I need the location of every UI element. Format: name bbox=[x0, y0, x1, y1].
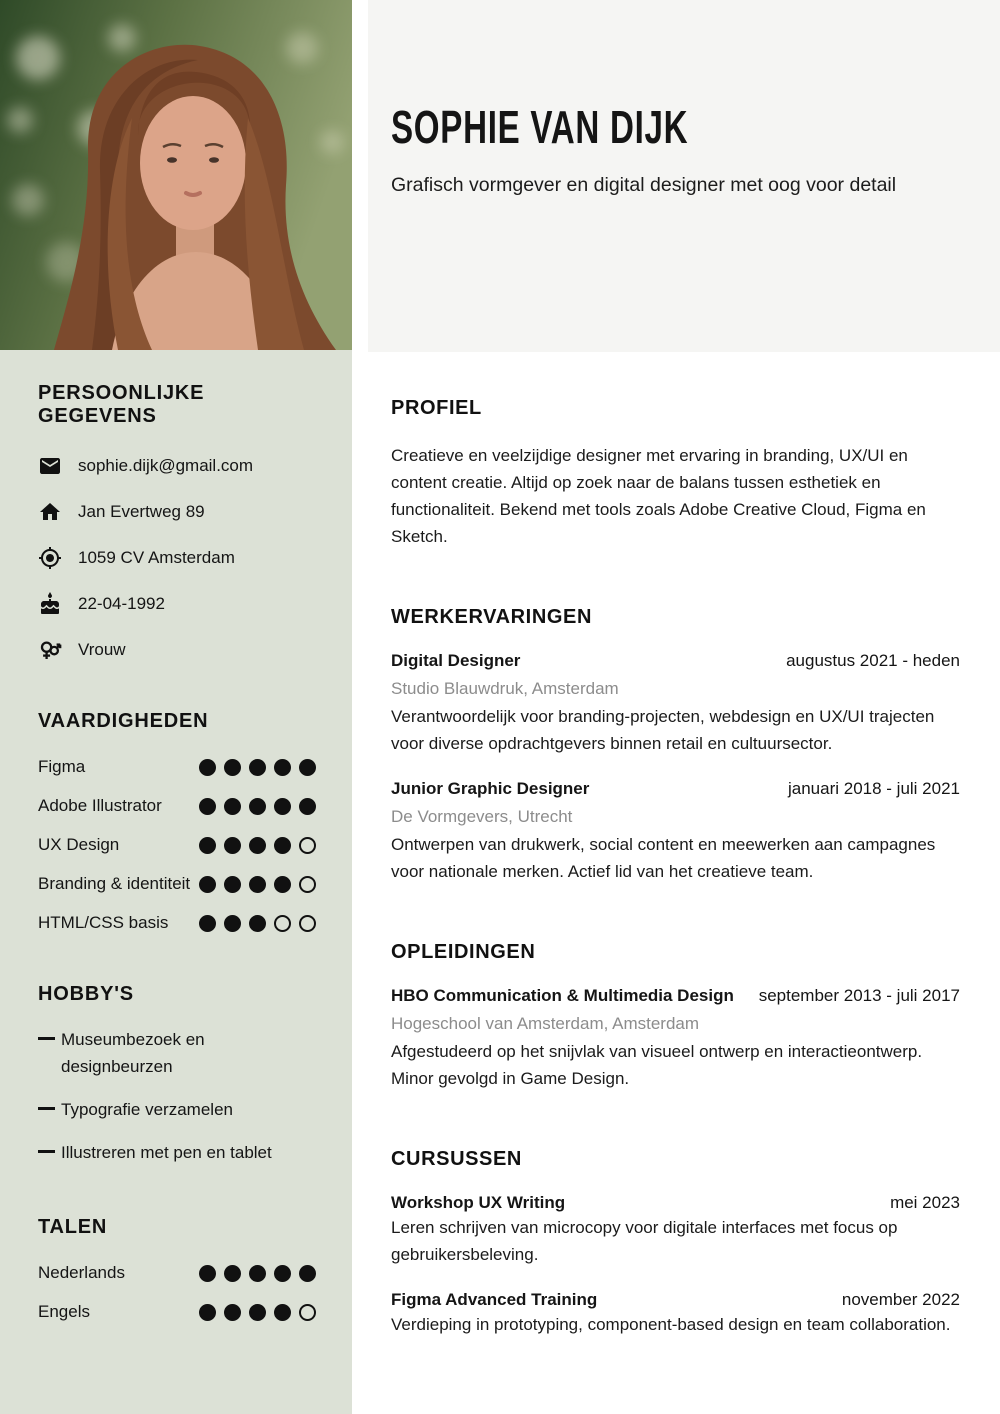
skill-label: Figma bbox=[38, 757, 86, 776]
section-skills bbox=[38, 710, 316, 935]
main-column bbox=[368, 0, 1000, 1414]
email-icon bbox=[38, 454, 62, 478]
contact-birthdate bbox=[38, 592, 316, 616]
rating-dot-filled bbox=[249, 1265, 266, 1282]
section-experience bbox=[391, 606, 960, 885]
skill-rating bbox=[199, 915, 316, 932]
rating-dot-filled bbox=[274, 1265, 291, 1282]
rating-dot-filled bbox=[274, 1304, 291, 1321]
rating-dot-filled bbox=[224, 798, 241, 815]
hobby-item bbox=[38, 1026, 316, 1080]
rating-dot-filled bbox=[224, 1265, 241, 1282]
gender-icon bbox=[38, 638, 62, 662]
skills-title: VAARDIGHEDEN bbox=[38, 710, 209, 732]
job-organisation: Studio Blauwdruk, Amsterdam bbox=[391, 679, 619, 698]
hobby-text: Museumbezoek en designbeurzen bbox=[61, 1030, 205, 1076]
education-entry bbox=[391, 986, 960, 1092]
main-body bbox=[368, 352, 1000, 1338]
address-text: Jan Evertweg 89 bbox=[78, 502, 205, 521]
section-languages bbox=[38, 1216, 316, 1324]
job-role: Digital Designer bbox=[391, 651, 521, 670]
rating-dot-filled bbox=[249, 759, 266, 776]
job-role: Junior Graphic Designer bbox=[391, 779, 590, 798]
name-text: SOPHIE VAN DIJK bbox=[391, 101, 689, 153]
skill-row bbox=[38, 911, 316, 935]
course-period: november 2022 bbox=[841, 1290, 960, 1309]
languages-title: TALEN bbox=[38, 1216, 108, 1238]
education-degree: HBO Communication & Multimedia Design bbox=[391, 986, 734, 1005]
rating-dot-filled bbox=[249, 1304, 266, 1321]
skill-rating bbox=[199, 759, 316, 776]
hobbies-title: HOBBY'S bbox=[38, 983, 134, 1005]
hobby-item bbox=[38, 1096, 316, 1123]
skill-label: Adobe Illustrator bbox=[38, 796, 162, 815]
rating-dot-filled bbox=[224, 759, 241, 776]
skill-rating bbox=[199, 837, 316, 854]
skill-rating bbox=[199, 798, 316, 815]
skill-row bbox=[38, 833, 316, 857]
skill-label: UX Design bbox=[38, 835, 120, 854]
page-title bbox=[391, 100, 960, 154]
header-banner bbox=[368, 0, 1000, 352]
section-hobbies bbox=[38, 983, 316, 1166]
rating-dot-filled bbox=[299, 1265, 316, 1282]
course-entry bbox=[391, 1290, 960, 1338]
dash-bullet-icon bbox=[38, 1150, 55, 1153]
profile-text: Creatieve en veelzijdige designer met ervaring in branding, UX/UI en content creatie. Altijd op zoek naar de balans tussen esthetiek en functionaliteit. Bekend met tools zoals Adobe Creative Cloud, Figma en Sketch. bbox=[391, 446, 926, 546]
rating-dot-filled bbox=[199, 798, 216, 815]
course-name: Workshop UX Writing bbox=[391, 1193, 566, 1212]
rating-dot-empty bbox=[299, 876, 316, 893]
rating-dot-filled bbox=[224, 876, 241, 893]
contact-email bbox=[38, 454, 316, 478]
rating-dot-filled bbox=[299, 759, 316, 776]
rating-dot-empty bbox=[299, 837, 316, 854]
language-label: Engels bbox=[38, 1302, 90, 1321]
contact-city bbox=[38, 546, 316, 570]
personal-title: PERSOONLIJKE GEGEVENS bbox=[38, 382, 205, 427]
profile-title: PROFIEL bbox=[391, 397, 482, 419]
city-text: 1059 CV Amsterdam bbox=[78, 548, 235, 567]
courses-title: CURSUSSEN bbox=[391, 1148, 522, 1170]
dash-bullet-icon bbox=[38, 1037, 55, 1040]
course-name: Figma Advanced Training bbox=[391, 1290, 598, 1309]
rating-dot-filled bbox=[199, 1304, 216, 1321]
job-period: januari 2018 - juli 2021 bbox=[787, 779, 960, 798]
rating-dot-filled bbox=[249, 798, 266, 815]
skill-rating bbox=[199, 876, 316, 893]
rating-dot-filled bbox=[274, 798, 291, 815]
rating-dot-filled bbox=[249, 876, 266, 893]
profile-photo bbox=[0, 0, 352, 350]
rating-dot-filled bbox=[299, 798, 316, 815]
contact-gender bbox=[38, 638, 316, 662]
rating-dot-filled bbox=[249, 837, 266, 854]
section-courses bbox=[391, 1148, 960, 1338]
skill-row bbox=[38, 872, 316, 896]
rating-dot-filled bbox=[199, 759, 216, 776]
skill-row bbox=[38, 794, 316, 818]
sidebar bbox=[0, 0, 352, 1414]
dash-bullet-icon bbox=[38, 1107, 55, 1110]
rating-dot-filled bbox=[274, 837, 291, 854]
education-period: september 2013 - juli 2017 bbox=[758, 986, 960, 1005]
rating-dot-empty bbox=[299, 915, 316, 932]
home-icon bbox=[38, 500, 62, 524]
hobby-text: Illustreren met pen en tablet bbox=[61, 1143, 272, 1162]
rating-dot-filled bbox=[199, 915, 216, 932]
section-personal bbox=[38, 382, 316, 662]
sidebar-body bbox=[0, 350, 352, 1414]
rating-dot-filled bbox=[224, 915, 241, 932]
rating-dot-filled bbox=[199, 837, 216, 854]
course-description: Leren schrijven van microcopy voor digitale interfaces met focus op gebruikersbeleving. bbox=[391, 1218, 898, 1264]
hobby-text: Typografie verzamelen bbox=[61, 1100, 233, 1119]
job-description: Ontwerpen van drukwerk, social content en meewerken aan campagnes voor nationale merken. Actief lid van het creatieve team. bbox=[391, 835, 936, 881]
language-label: Nederlands bbox=[38, 1263, 125, 1282]
contact-list bbox=[38, 454, 316, 662]
location-icon bbox=[38, 546, 62, 570]
column-divider bbox=[352, 0, 368, 1414]
birthdate-text: 22-04-1992 bbox=[78, 594, 165, 613]
education-school: Hogeschool van Amsterdam, Amsterdam bbox=[391, 1014, 700, 1033]
experience-title: WERKERVARINGEN bbox=[391, 606, 593, 628]
education-title: OPLEIDINGEN bbox=[391, 941, 536, 963]
skill-label: HTML/CSS basis bbox=[38, 913, 169, 932]
hobby-item bbox=[38, 1139, 316, 1166]
course-entry bbox=[391, 1193, 960, 1268]
birthday-icon bbox=[38, 592, 62, 616]
portrait-illustration bbox=[0, 0, 352, 350]
language-row bbox=[38, 1300, 316, 1324]
rating-dot-filled bbox=[274, 876, 291, 893]
course-period: mei 2023 bbox=[890, 1193, 960, 1212]
language-rating bbox=[199, 1265, 316, 1282]
gender-text: Vrouw bbox=[78, 640, 126, 659]
rating-dot-filled bbox=[249, 915, 266, 932]
rating-dot-filled bbox=[224, 837, 241, 854]
skill-label: Branding & identiteit bbox=[38, 874, 191, 893]
rating-dot-filled bbox=[199, 1265, 216, 1282]
rating-dot-empty bbox=[274, 915, 291, 932]
language-rating bbox=[199, 1304, 316, 1321]
job-period: augustus 2021 - heden bbox=[786, 651, 960, 670]
rating-dot-filled bbox=[199, 876, 216, 893]
rating-dot-filled bbox=[274, 759, 291, 776]
education-description: Afgestudeerd op het snijvlak van visueel ontwerp en interactieontwerp. Minor gevolgd in Game Design. bbox=[391, 1042, 923, 1088]
email-text: sophie.dijk@gmail.com bbox=[78, 456, 254, 475]
experience-entry bbox=[391, 779, 960, 885]
tagline: Grafisch vormgever en digital designer met oog voor detail bbox=[391, 174, 897, 196]
job-organisation: De Vormgevers, Utrecht bbox=[391, 807, 573, 826]
section-education bbox=[391, 941, 960, 1092]
language-row bbox=[38, 1261, 316, 1285]
experience-entry bbox=[391, 651, 960, 757]
section-profile bbox=[391, 397, 960, 550]
rating-dot-filled bbox=[224, 1304, 241, 1321]
course-description: Verdieping in prototyping, component-based design en team collaboration. bbox=[391, 1315, 951, 1334]
contact-address bbox=[38, 500, 316, 524]
job-description: Verantwoordelijk voor branding-projecten, webdesign en UX/UI trajecten voor diverse opdrachtgevers binnen retail en cultuursector. bbox=[391, 707, 935, 753]
rating-dot-empty bbox=[299, 1304, 316, 1321]
skill-row bbox=[38, 755, 316, 779]
